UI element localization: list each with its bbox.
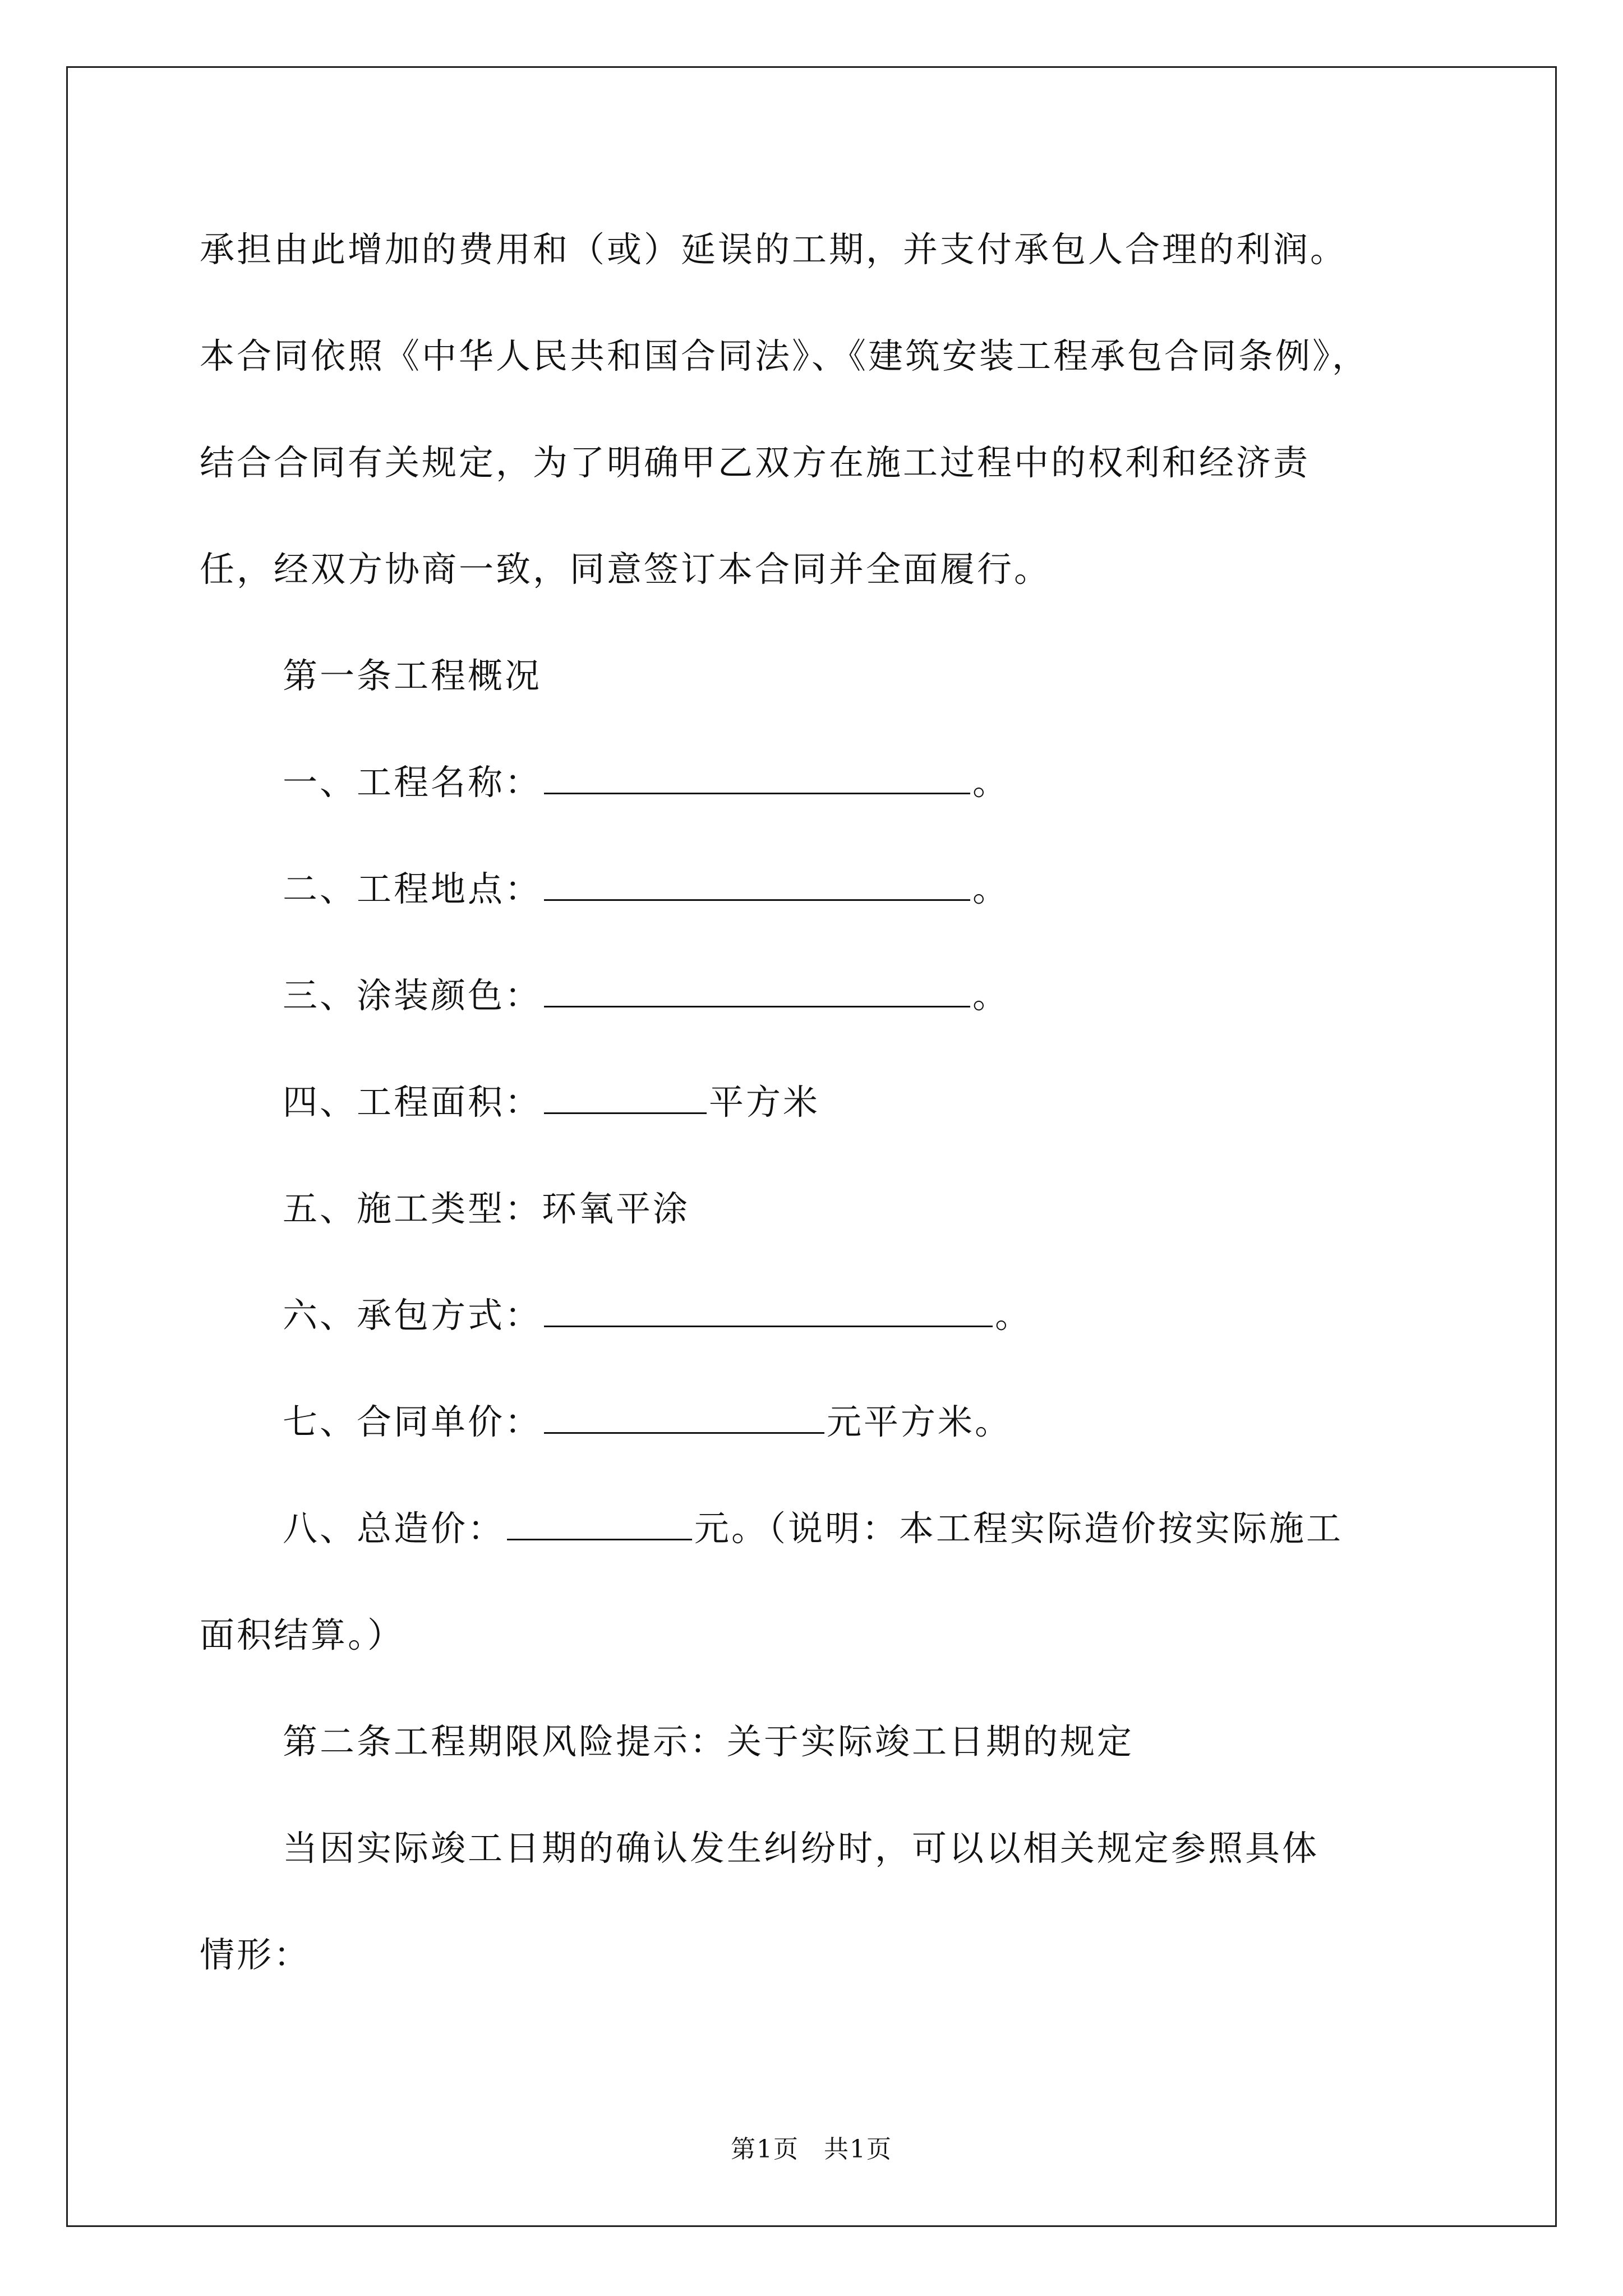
paragraph-line: 当因实际竣工日期的确认发生纠纷时，可以以相关规定参照具体 bbox=[283, 1828, 1320, 1869]
paragraph-line: 情形： bbox=[200, 1934, 311, 1975]
unit-price-unit: 元平方米。 bbox=[827, 1401, 1012, 1442]
section-heading-1: 第一条工程概况 bbox=[283, 655, 542, 696]
coating-color-label: 三、涂装颜色： bbox=[283, 975, 542, 1016]
item-unit-price bbox=[200, 1380, 1478, 1487]
page-count: 共1页 bbox=[824, 2135, 892, 2164]
item-construction-type: 五、施工类型：环氧平涂 bbox=[283, 1188, 690, 1229]
page-number: 第1页 bbox=[731, 2135, 799, 2164]
item-project-location bbox=[200, 847, 1478, 954]
total-cost-blank bbox=[507, 1508, 692, 1540]
unit-price-label: 七、合同单价： bbox=[283, 1401, 542, 1442]
paragraph-line: 任，经双方协商一致，同意签订本合同并全面履行。 bbox=[200, 549, 1052, 590]
project-area-label: 四、工程面积： bbox=[283, 1082, 542, 1122]
section-heading-2: 第二条工程期限风险提示：关于实际竣工日期的规定 bbox=[283, 1721, 1135, 1762]
paragraph-line: 承担由此增加的费用和（或）延误的工期，并支付承包人合理的利润。 bbox=[200, 229, 1348, 270]
project-name-blank bbox=[544, 762, 970, 794]
project-name-label: 一、工程名称： bbox=[283, 762, 542, 803]
contract-method-label: 六、承包方式： bbox=[283, 1295, 542, 1336]
total-cost-label: 八、总造价： bbox=[283, 1508, 505, 1549]
project-location-label: 二、工程地点： bbox=[283, 868, 542, 909]
project-area-unit: 平方米 bbox=[709, 1082, 820, 1122]
item-contract-method bbox=[200, 1273, 1478, 1380]
period-mark: 。 bbox=[972, 868, 1010, 909]
document-body bbox=[200, 208, 1478, 2019]
period-mark: 。 bbox=[972, 975, 1010, 1016]
period-mark: 。 bbox=[995, 1295, 1032, 1336]
paragraph-line: 结合合同有关规定，为了明确甲乙双方在施工过程中的权利和经济责 bbox=[200, 442, 1311, 483]
total-cost-note: 元。（说明：本工程实际造价按实际施工 bbox=[694, 1508, 1344, 1549]
paragraph-line: 本合同依照《中华人民共和国合同法》、《建筑安装工程承包合同条例》， bbox=[200, 335, 1370, 376]
contract-method-blank bbox=[544, 1295, 993, 1327]
item-project-area bbox=[200, 1060, 1478, 1167]
period-mark: 。 bbox=[972, 762, 1010, 803]
unit-price-blank bbox=[544, 1402, 824, 1434]
item-total-cost bbox=[200, 1487, 1478, 1593]
total-cost-note-cont: 面积结算。） bbox=[200, 1614, 405, 1655]
item-project-name bbox=[200, 740, 1478, 847]
project-area-blank bbox=[544, 1082, 707, 1114]
page-footer bbox=[0, 2129, 1623, 2165]
project-location-blank bbox=[544, 869, 970, 901]
item-coating-color bbox=[200, 954, 1478, 1060]
coating-color-blank bbox=[544, 976, 970, 1007]
